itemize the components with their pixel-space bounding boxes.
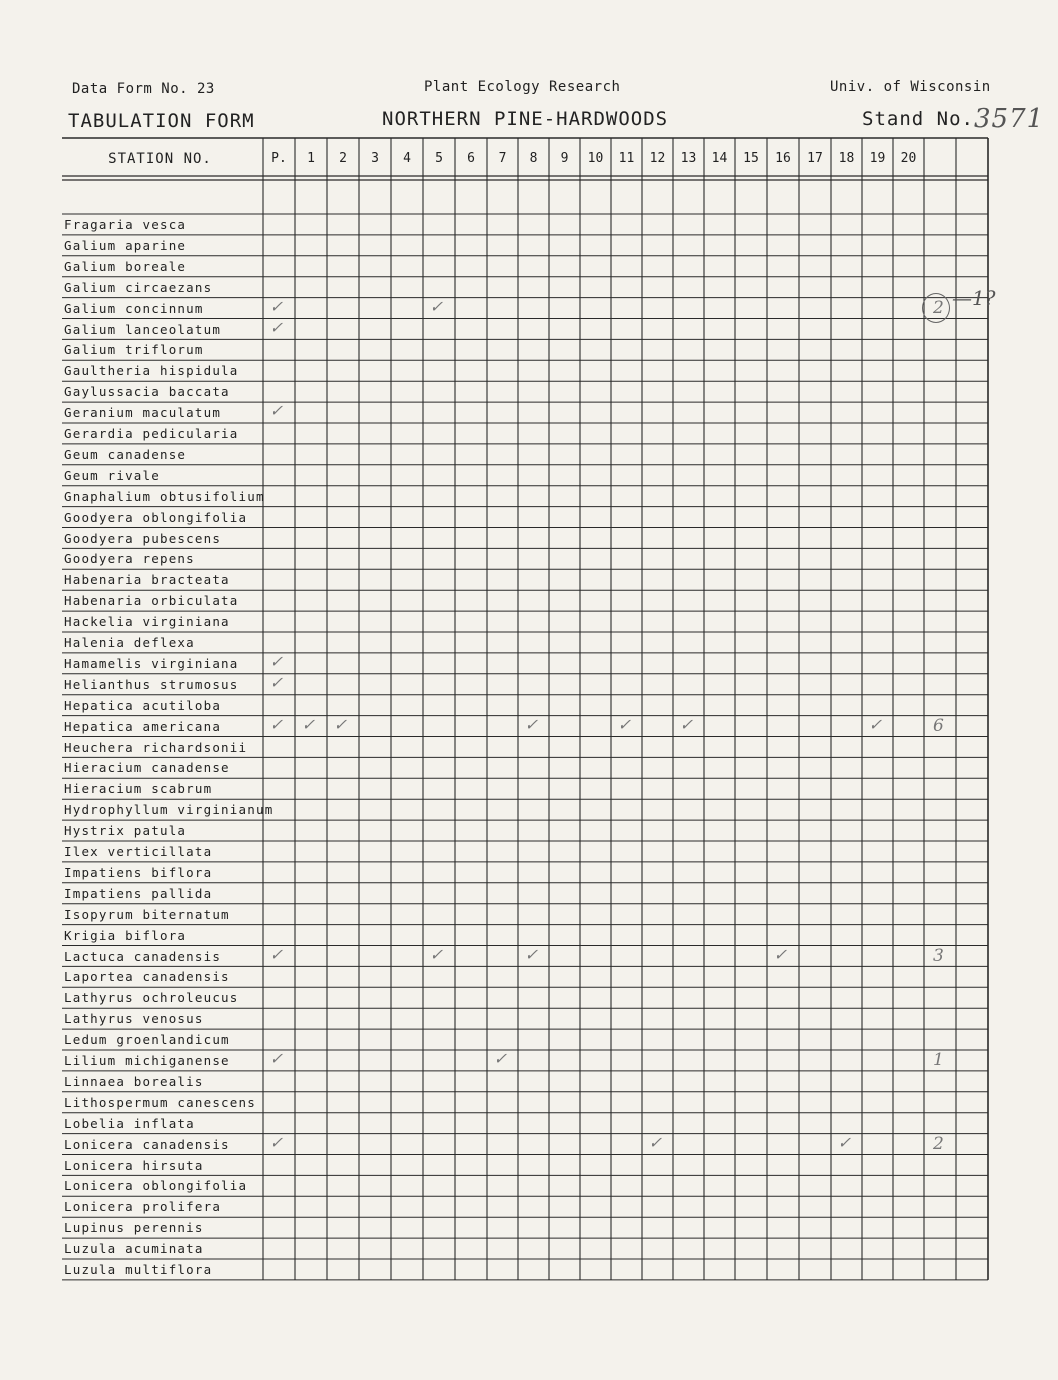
species-name: Fragaria vesca bbox=[64, 217, 187, 232]
species-name: Impatiens biflora bbox=[64, 864, 213, 880]
station-column-header: 11 bbox=[618, 151, 635, 166]
station-column-header: 20 bbox=[900, 151, 917, 166]
species-name: Laportea canadensis bbox=[64, 969, 230, 985]
circled-tally bbox=[922, 293, 950, 323]
row-tally: 1 bbox=[933, 1050, 944, 1070]
species-name: Galium concinnum bbox=[64, 300, 204, 316]
species-name: Gnaphalium obtusifolium bbox=[64, 488, 265, 504]
check-mark: ✓ bbox=[836, 1132, 855, 1152]
check-mark: ✓ bbox=[300, 714, 319, 734]
check-mark: ✓ bbox=[492, 1049, 511, 1068]
species-name: Gaylussacia baccata bbox=[64, 384, 230, 400]
form-title: TABULATION FORM bbox=[68, 110, 255, 132]
stand-number: 3571 bbox=[974, 104, 1045, 134]
species-name: Hydrophyllum virginianum bbox=[64, 802, 274, 818]
station-column-header: 7 bbox=[498, 151, 507, 166]
station-column-header: 17 bbox=[807, 151, 823, 166]
station-column-header: 4 bbox=[403, 151, 411, 166]
species-name: Hackelia virginiana bbox=[64, 614, 230, 630]
species-name: Luzula acuminata bbox=[64, 1241, 204, 1257]
check-mark: ✓ bbox=[268, 714, 287, 734]
check-mark: ✓ bbox=[616, 714, 635, 734]
check-mark: ✓ bbox=[523, 944, 542, 964]
species-name: Gaultheria hispidula bbox=[64, 363, 239, 379]
station-column-header: 13 bbox=[680, 151, 697, 166]
species-name: Gerardia pedicularia bbox=[64, 426, 239, 441]
species-name: Goodyera pubescens bbox=[64, 530, 222, 546]
community-title: NORTHERN PINE-HARDWOODS bbox=[382, 108, 669, 130]
species-name: Hystrix patula bbox=[64, 823, 187, 839]
station-column-header: P. bbox=[271, 151, 287, 166]
row-tally: 2 bbox=[933, 1133, 944, 1154]
check-mark: ✓ bbox=[268, 1132, 287, 1152]
check-mark: ✓ bbox=[268, 672, 287, 692]
species-name: Hamamelis virginiana bbox=[64, 655, 239, 671]
research-title: Plant Ecology Research bbox=[424, 79, 621, 95]
species-name: Geum rivale bbox=[64, 467, 160, 483]
station-column-header: 10 bbox=[587, 151, 604, 166]
check-mark: ✓ bbox=[428, 296, 447, 316]
species-name: Geranium maculatum bbox=[64, 405, 222, 421]
species-name: Lithospermum canescens bbox=[64, 1094, 256, 1110]
check-mark: ✓ bbox=[428, 944, 447, 964]
species-name: Lobelia inflata bbox=[64, 1115, 195, 1131]
check-mark: ✓ bbox=[523, 714, 542, 734]
station-column-header: 9 bbox=[560, 151, 569, 166]
species-name: Lonicera hirsuta bbox=[64, 1157, 204, 1173]
station-column-header: 1 bbox=[307, 151, 315, 166]
species-name: Halenia deflexa bbox=[64, 635, 195, 650]
species-name: Lactuca canadensis bbox=[64, 948, 222, 964]
form-number: Data Form No. 23 bbox=[72, 81, 215, 97]
species-name: Lilium michiganense bbox=[64, 1053, 230, 1068]
station-column-header: 14 bbox=[711, 151, 728, 166]
check-mark: ✓ bbox=[268, 296, 287, 316]
species-name: Lonicera prolifera bbox=[64, 1199, 222, 1215]
station-column-header: 12 bbox=[649, 151, 666, 166]
species-name: Ledum groenlandicum bbox=[64, 1032, 230, 1048]
check-mark: ✓ bbox=[647, 1132, 666, 1152]
species-name: Lonicera oblongifolia bbox=[64, 1178, 248, 1194]
check-mark: ✓ bbox=[772, 944, 791, 964]
check-mark: ✓ bbox=[268, 317, 287, 337]
station-column-header: 5 bbox=[435, 151, 443, 166]
species-name: Luzula multiflora bbox=[64, 1262, 213, 1277]
check-mark: ✓ bbox=[268, 401, 287, 421]
species-name: Ilex verticillata bbox=[64, 844, 213, 859]
species-name: Galium triflorum bbox=[64, 342, 204, 358]
species-name: Hepatica americana bbox=[64, 718, 222, 734]
species-name: Galium aparine bbox=[64, 237, 187, 253]
check-mark: ✓ bbox=[678, 714, 697, 734]
species-name: Impatiens pallida bbox=[64, 885, 213, 901]
species-name: Linnaea borealis bbox=[64, 1073, 204, 1089]
station-column-header: 2 bbox=[339, 151, 347, 166]
species-name: Galium boreale bbox=[64, 258, 187, 274]
species-name: Goodyera repens bbox=[64, 551, 195, 567]
species-name: Goodyera oblongifolia bbox=[64, 509, 248, 525]
station-column-header: 6 bbox=[467, 151, 475, 166]
species-name: Lathyrus venosus bbox=[64, 1011, 204, 1027]
station-column-header: 19 bbox=[869, 151, 886, 166]
species-name: Helianthus strumosus bbox=[64, 676, 239, 692]
check-mark: ✓ bbox=[332, 714, 351, 734]
species-name: Galium lanceolatum bbox=[64, 321, 222, 337]
check-mark: ✓ bbox=[268, 1049, 287, 1068]
station-column-header: 8 bbox=[529, 151, 538, 166]
species-name: Lupinus perennis bbox=[64, 1220, 204, 1236]
species-name: Hepatica acutiloba bbox=[64, 697, 222, 713]
species-name: Hieracium canadense bbox=[64, 760, 230, 776]
check-mark: ✓ bbox=[268, 944, 287, 964]
check-mark: ✓ bbox=[867, 714, 886, 734]
station-no-header: STATION NO. bbox=[108, 151, 212, 167]
species-name: Habenaria bracteata bbox=[64, 572, 230, 588]
row-tally: 3 bbox=[933, 945, 944, 966]
species-name: Hieracium scabrum bbox=[64, 781, 213, 797]
species-name: Lathyrus ochroleucus bbox=[64, 990, 239, 1006]
university-name: Univ. of Wisconsin bbox=[830, 79, 991, 95]
stand-label: Stand No. bbox=[862, 108, 974, 130]
station-column-header: 18 bbox=[838, 151, 855, 166]
check-mark: ✓ bbox=[268, 651, 287, 671]
station-column-header: 16 bbox=[775, 151, 791, 166]
species-name: Habenaria orbiculata bbox=[64, 593, 239, 609]
species-name: Krigia biflora bbox=[64, 927, 187, 943]
species-name: Isopyrum biternatum bbox=[64, 906, 230, 922]
species-name: Geum canadense bbox=[64, 446, 187, 462]
station-column-header: 15 bbox=[743, 151, 759, 166]
species-name: Galium circaezans bbox=[64, 279, 213, 295]
station-column-header: 3 bbox=[371, 151, 379, 166]
row-tally: 6 bbox=[933, 715, 944, 736]
margin-note: —1? bbox=[952, 286, 996, 310]
species-name: Lonicera canadensis bbox=[64, 1136, 230, 1152]
row-tally: 2 bbox=[933, 297, 944, 318]
species-name: Heuchera richardsonii bbox=[64, 739, 248, 755]
